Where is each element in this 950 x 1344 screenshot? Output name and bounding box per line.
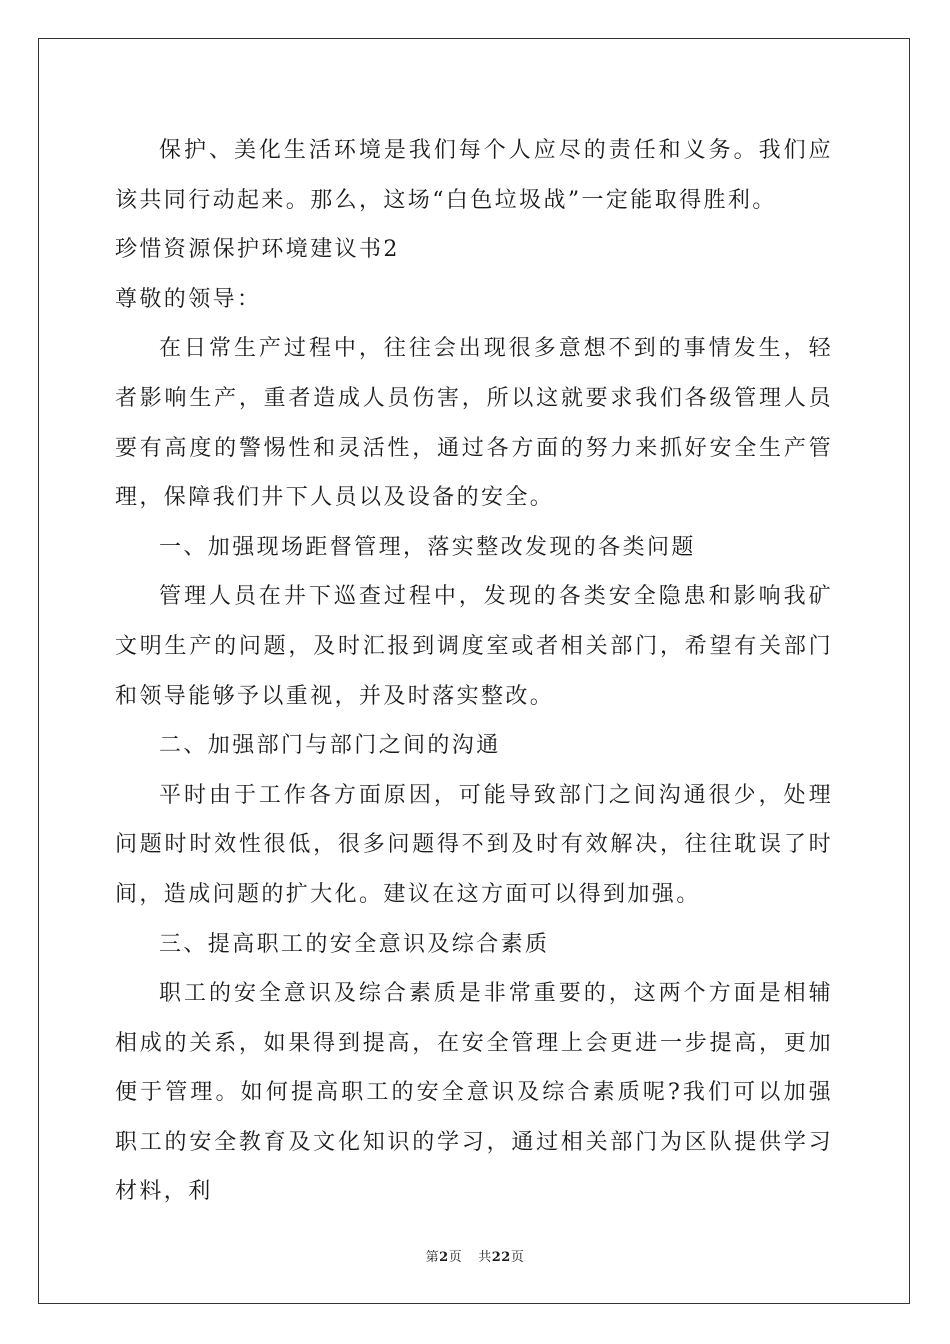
paragraph-closing: 保护、美化生活环境是我们每个人应尽的责任和义务。我们应该共同行动起来。那么，这场“白色垃圾战”一定能取得胜利。 (115, 138, 833, 213)
document-body (115, 126, 833, 1217)
salutation: 尊敬的领导： (115, 286, 262, 312)
heading-point-3: 三、提高职工的安全意识及综合素质 (159, 931, 550, 957)
paragraph-point-1: 管理人员在井下巡查过程中，发现的各类安全隐患和影响我矿文明生产的问题，及时汇报到调度室或者相关部门，希望有关部门和领导能够予以重视，并及时落实整改。 (115, 584, 833, 709)
current-page-number: 2 (439, 1250, 449, 1265)
paragraph-intro: 在日常生产过程中，往往会出现很多意想不到的事情发生，轻者影响生产，重者造成人员伤害，所以这就要求我们各级管理人员要有高度的警惕性和灵活性，通过各方面的努力来抓好安全生产管理，保障我们井下人员以及设备的安全。 (115, 336, 833, 511)
total-pages-number: 22 (491, 1250, 511, 1265)
section-title: 珍惜资源保护环境建议书2 (115, 237, 400, 263)
paragraph-point-3: 职工的安全意识及综合素质是非常重要的，这两个方面是相辅相成的关系，如果得到提高，在安全管理上会更进一步提高，更加便于管理。如何提高职工的安全意识及综合素质呢?我们可以加强职工的安全教育及文化知识的学习，通过相关部门为区队提供学习材料，利 (115, 981, 833, 1205)
paragraph-point-2: 平时由于工作各方面原因，可能导致部门之间沟通很少，处理问题时时效性很低，很多问题得不到及时有效解决，往往耽误了时间，造成问题的扩大化。建议在这方面可以得到加强。 (115, 782, 833, 907)
page-prefix: 第 (425, 1250, 440, 1265)
heading-point-1: 一、加强现场距督管理，落实整改发现的各类问题 (159, 534, 696, 560)
total-prefix: 共 (478, 1250, 492, 1265)
total-suffix: 页 (510, 1250, 525, 1265)
page-footer (0, 1246, 950, 1265)
heading-point-2: 二、加强部门与部门之间的沟通 (159, 733, 501, 759)
page-suffix: 页 (448, 1250, 463, 1265)
